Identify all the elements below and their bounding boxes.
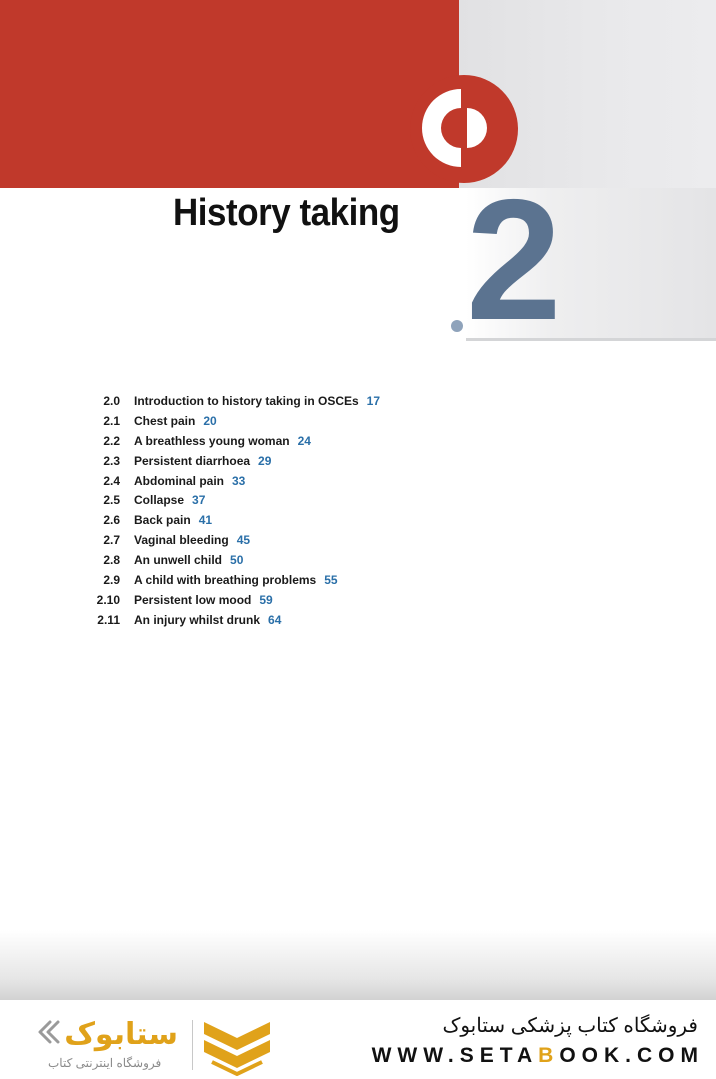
toc-item-title: Persistent diarrhoea xyxy=(134,453,251,468)
toc-item[interactable] xyxy=(80,392,380,412)
toc-item[interactable] xyxy=(80,551,380,571)
toc-item[interactable] xyxy=(80,611,380,631)
website-url[interactable] xyxy=(372,1044,704,1068)
toc-item-page: 17 xyxy=(366,394,381,408)
toc-item-page: 55 xyxy=(324,573,338,588)
toc-item-page: 59 xyxy=(259,592,273,607)
chapter-number: 2 xyxy=(466,164,558,356)
toc-item[interactable] xyxy=(80,432,380,452)
chapter-number-dot xyxy=(451,320,463,332)
website-url-highlight: B xyxy=(538,1044,560,1067)
footer-shadow xyxy=(0,930,716,1000)
toc-item-page: 29 xyxy=(258,453,272,468)
toc-item-page: 20 xyxy=(203,413,217,428)
chevron-stack-icon xyxy=(200,1018,274,1076)
table-of-contents xyxy=(80,392,380,631)
toc-item-number: 2.4 xyxy=(103,473,120,488)
header-red-block xyxy=(0,0,459,188)
footer-divider xyxy=(192,1020,193,1070)
toc-item-title: Vaginal bleeding xyxy=(134,533,229,548)
toc-item-number: 2.6 xyxy=(103,513,120,528)
website-url-suffix: OOK.COM xyxy=(559,1044,704,1067)
toc-item-page: 33 xyxy=(232,473,246,488)
toc-item-page: 64 xyxy=(268,612,282,627)
toc-item-number: 2.5 xyxy=(103,493,120,508)
toc-item-number: 2.1 xyxy=(103,413,120,428)
toc-item-number: 2.3 xyxy=(103,453,120,468)
toc-item-number: 2.10 xyxy=(96,592,120,607)
toc-item[interactable] xyxy=(80,531,380,551)
toc-item-page: 24 xyxy=(297,433,311,448)
toc-item-page: 50 xyxy=(230,553,244,568)
toc-item-title: Introduction to history taking in OSCEs xyxy=(134,394,359,408)
store-name: فروشگاه کتاب پزشکی ستابوک xyxy=(442,1015,698,1037)
toc-item-title: A breathless young woman xyxy=(134,433,290,448)
toc-item-title: Back pain xyxy=(134,513,191,528)
brand-subtitle: فروشگاه اینترنتی کتاب xyxy=(48,1056,162,1070)
toc-item-page: 37 xyxy=(192,493,206,508)
toc-item-number: 2.11 xyxy=(97,612,120,627)
toc-item-title: Collapse xyxy=(134,493,185,508)
brand-logo-text: ستابوک xyxy=(64,1017,178,1052)
toc-item-page: 41 xyxy=(198,513,213,528)
toc-item[interactable] xyxy=(80,491,380,511)
toc-item-number: 2.9 xyxy=(103,573,120,588)
toc-item-title: Abdominal pain xyxy=(134,473,224,488)
toc-item[interactable] xyxy=(80,472,380,492)
toc-item[interactable] xyxy=(80,511,380,531)
toc-item-number: 2.7 xyxy=(103,533,120,548)
toc-item-title: An unwell child xyxy=(134,553,223,568)
toc-item-title: An injury whilst drunk xyxy=(134,612,261,627)
toc-item-title: Chest pain xyxy=(134,413,196,428)
chapter-title: History taking xyxy=(173,192,400,234)
toc-item[interactable] xyxy=(80,571,380,591)
toc-item-title: Persistent low mood xyxy=(134,592,252,607)
toc-item[interactable] xyxy=(80,452,380,472)
setabook-logo-icon[interactable] xyxy=(36,1012,186,1052)
toc-item[interactable] xyxy=(80,412,380,432)
toc-item-page: 45 xyxy=(236,533,251,548)
website-url-prefix: WWW.SETA xyxy=(371,1044,539,1067)
toc-item[interactable] xyxy=(80,591,380,611)
toc-item-number: 2.0 xyxy=(103,394,120,408)
toc-item-title: A child with breathing problems xyxy=(134,573,317,588)
toc-item-number: 2.2 xyxy=(103,433,120,448)
toc-item-number: 2.8 xyxy=(103,553,120,568)
